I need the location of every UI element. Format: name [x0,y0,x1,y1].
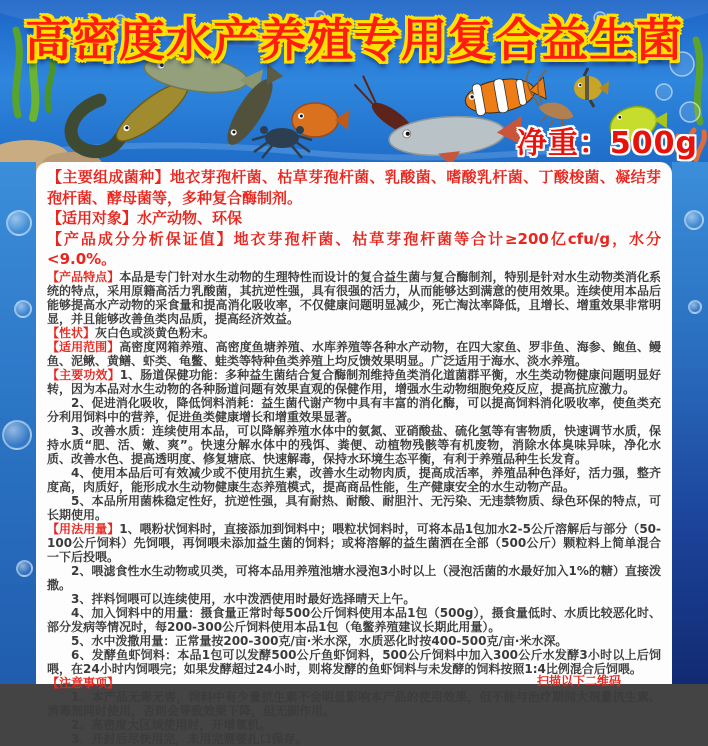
section-scope-header: 【适用范围】 [47,339,120,354]
section-effects [47,368,661,396]
effects-item-4: 4、使用本品后可有效减少或不使用抗生素，改善水生动物肉质，提高成活率，养殖品种色泽好，活力强，整齐度高，肉质好，能形成水生动物健康生态养殖模式，提高商品性能，生产健康安全的水生动物产品。 [47,465,661,494]
bubble-decoration [684,210,704,230]
content-panel [36,162,672,746]
section-features-body: 本品是专门针对水生动物的生理特性而设计的复合益生菌与复合酶制剂，特别是针对水生动物类消化系统的特点，采用原籍高活力乳酸菌，其抗逆性强，具有很强的活力，从而能够达到满意的使用效果。连续使用本品后能够提高水产动物的采食量和提高消化吸收率，不仅健康问题明显减少，死亡淘汰率降低，且增长、增重效果非常明显，并且能够改善鱼类肉品质，提高经济效益。 [47,269,661,326]
section-scope [47,340,661,368]
net-weight-label: 净重：500g [516,126,698,161]
section-scope-body: 高密度网箱养殖、高密度鱼塘养殖、水库养殖等各种水产动物，在四大家鱼、罗非鱼、海参、鲍鱼、鳗鱼、泥鳅、黄鳝、虾类、龟鳖、蛙类等特种鱼类养殖上均反馈效果明显。广泛适用于海水、淡水养殖。 [47,339,661,368]
usage-item-5: 5、水中泼撒用量：正常量按200-300克/亩·米水深，水质恶化时按400-500克/亩·米水深。 [71,633,568,648]
underwater-banner [0,0,708,162]
bubble-decoration [14,300,32,318]
section-features [47,270,661,326]
section-target-body: 水产动物、环保 [137,209,243,227]
product-title: 高密度水产养殖专用复合益生菌 [25,13,683,67]
usage-item-2: 2、喂滤食性水生动物或贝类，可将本品用养殖池塘水浸泡3小时以上（浸泡活菌的水最好加入1%的糖）直接泼撒。 [47,563,661,592]
usage-item-3: 3、拌料饲喂可以连续使用，水中泼洒使用时最好选择晴天上午。 [71,591,416,606]
effects-item-1: 1、肠道保健功能：多种益生菌结合复合酶制剂维持鱼类消化道菌群平衡，水生类动物健康问题明显好转，因为本品对水生动物的各种肠道问题有效果直观的保健作用，增强水生动物细胞免疫反应，提高抗应激力。 [47,367,661,396]
bubble-decoration [2,420,32,450]
precautions-item-3: 3、开封后尽快用完，未用完需要扎口保存。 [71,731,308,746]
section-precautions-header: 【注意事项】 [47,675,120,690]
precautions-item-2: 2、高密度大区域使用时，开增氧机。 [71,717,272,732]
effects-item-5: 5、本品所用菌株稳定性好，抗逆性强，具有耐热、耐酸、耐胆汁、无污染、无违禁物质、绿色环保的特点，可长期使用。 [47,493,661,522]
section-appearance [47,326,661,340]
bubble-decoration [6,210,32,236]
section-guarantee-header: 【产品成分分析保证值】 [47,229,234,248]
precautions-item-1: 1、本产品无毒无害，饲料中有少量抗生素不会明显影响本产品的使用效果，但不能与治疗期间大剂量抗生素、消毒剂同时使用，否则会导致效果下降，但无副作用。 [47,689,661,718]
bubble-decoration [16,560,33,577]
section-features-header: 【产品特点】 [47,269,120,284]
bubble-decoration [688,300,702,314]
section-usage-header: 【用法用量】 [47,521,120,536]
right-water-strip [672,162,708,684]
effects-item-2: 2、促进消化吸收，降低饲料消耗：益生菌代谢产物中具有丰富的消化酶，可以提高饲料消化吸收率，使鱼类充分利用饲料中的营养，促进鱼类健康增长和增重效果显著。 [47,395,661,424]
section-guarantee-body: 地衣芽孢杆菌、枯草芽孢杆菌等合计≥200亿cfu/g，水分<9.0%。 [47,229,661,268]
usage-item-6: 6、发酵鱼虾饲料：本品1包可以发酵500公斤鱼虾饲料，500公斤饲料中加入300公斤水发酵3小时以上后饲喂，在24小时内饲喂完；如果发酵超过24小时，则将发酵的鱼虾饲料与未发酵的饲料按照1:4比例混合后饲喂。 [47,647,661,676]
section-main-strains [47,167,661,208]
section-effects-header: 【主要功效】 [47,367,120,382]
effects-item-3: 3、改善水质：连续使用本品，可以降解养殖水体中的氨氮、亚硝酸盐、硫化氢等有害物质，快速调节水质，保持水质“肥、活、嫩、爽”。快速分解水体中的残饵、粪便、动植物残骸等有机废物，消除水体臭味异味，净化水质、改善水色、提高透明度、修复塘底、快速解毒，保持水环境生态平衡，有利于养殖品种生长发育。 [47,423,661,466]
section-appearance-header: 【性状】 [47,325,96,340]
section-main-strains-header: 【主要组成菌种】 [47,168,170,186]
section-target [47,208,661,229]
section-main-strains-body: 地衣芽孢杆菌、枯草芽孢杆菌、乳酸菌、嗜酸乳杆菌、丁酸梭菌、凝结芽孢杆菌、酵母菌等，多种复合酶制剂。 [47,168,661,207]
section-appearance-body: 灰白色或淡黄色粉末。 [95,325,216,340]
section-guarantee [47,229,661,270]
usage-item-4: 4、加入饲料中的用量：摄食量正常时每500公斤饲料使用本品1包（500g），摄食量低时、水质比较恶化时、部分发病等情况时，每200-300公斤饲料使用本品1包（龟鳖养殖建议长期此用量）。 [47,605,661,634]
section-target-header: 【适用对象】 [47,209,138,227]
section-usage [47,522,661,564]
scan-qr-note: 扫描以下二维码 [537,674,622,688]
usage-item-1: 1、喂粉状饲料时，直接添加到饲料中；喂粒状饲料时，可将本品1包加水2-5公斤溶解后与部分（50-100公斤饲料）先饲喂，再饲喂未添加益生菌的饲料；或将溶解的益生菌洒在全部（500公斤）颗粒料上简单混合一下后投喂。 [47,521,661,564]
